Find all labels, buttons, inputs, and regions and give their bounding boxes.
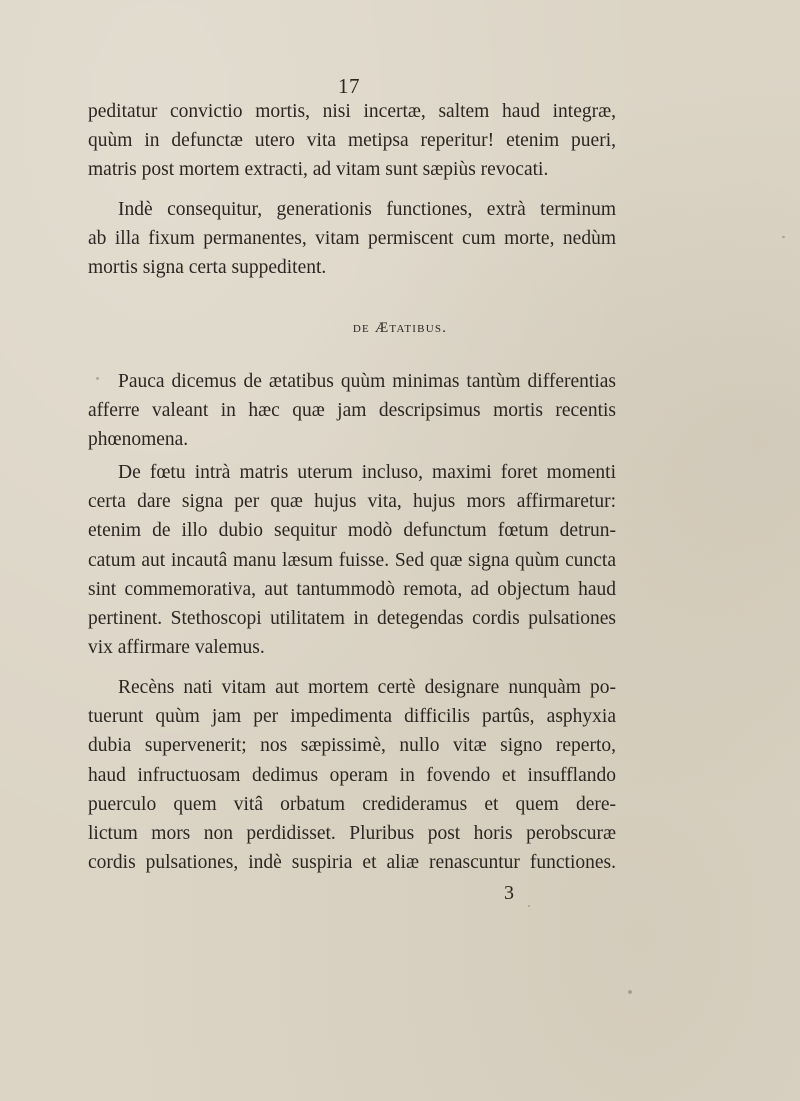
- text-line: Pauca dicemus de ætatibus quùm minimas tantùm differentias: [118, 371, 616, 392]
- text-line: lictum mors non perdidisset. Pluribus post horis perobscuræ: [88, 822, 616, 844]
- text-line: etenim de illo dubio sequitur modò defunctum fœtum detrun-: [88, 520, 616, 542]
- text-line: cordis pulsationes, indè suspiria et aliæ renascuntur functiones.: [88, 852, 616, 874]
- text-line: De fœtu intrà matris uterum incluso, maximi foret momenti: [118, 462, 616, 483]
- text-line: Indè consequitur, generationis functiones, extrà terminum: [118, 199, 616, 220]
- text-line: ab illa fixum permanentes, vitam permiscent cum morte, nedùm: [88, 228, 616, 250]
- paragraph-2: [88, 195, 616, 283]
- paper-speck: [528, 905, 530, 907]
- page-number: 17: [338, 74, 360, 98]
- text-line: dubia supervenerit; nos sæpissimè, nullo vitæ signo reperto,: [88, 735, 616, 757]
- text-line: quùm in defunctæ utero vita metipsa reperitur! etenim pueri,: [88, 130, 616, 152]
- text-line: pertinent. Stethoscopi utilitatem in detegendas cordis pulsationes: [88, 607, 616, 629]
- paper-speck: [628, 990, 632, 994]
- text-line: haud infructuosam dedimus operam in fovendo et insufflando: [88, 764, 616, 786]
- text-line: tuerunt quùm jam per impedimenta difficilis partûs, asphyxia: [88, 706, 616, 728]
- paragraph-3: [88, 367, 616, 455]
- text-line: sint commemorativa, aut tantummodò remota, ad objectum haud: [88, 578, 616, 600]
- text-line: peditatur convictio mortis, nisi incertæ, saltem haud integræ,: [88, 101, 616, 122]
- paragraph-4: [88, 458, 616, 662]
- text-line: Recèns nati vitam aut mortem certè designare nunquàm po-: [118, 677, 616, 698]
- signature-mark: 3: [504, 882, 514, 904]
- text-line: phœnomena.: [88, 429, 189, 451]
- text-line: puerculo quem vitâ orbatum credideramus et quem dere-: [88, 793, 616, 815]
- section-heading: de Ætatibus.: [352, 320, 448, 336]
- text-line: certa dare signa per quæ hujus vita, hujus mors affirmaretur:: [88, 491, 616, 513]
- paragraph-1: [88, 97, 616, 185]
- paper-speck: [782, 236, 785, 238]
- text-line: mortis signa certa suppeditent.: [88, 257, 327, 279]
- text-line: afferre valeant in hæc quæ jam descripsimus mortis recentis: [88, 400, 616, 422]
- text-line: vix affirmare valemus.: [88, 637, 265, 659]
- paragraph-5: [88, 673, 616, 877]
- text-line: catum aut incautâ manu læsum fuisse. Sed quæ signa quùm cuncta: [88, 549, 616, 571]
- text-line: matris post mortem extracti, ad vitam sunt sæpiùs revocati.: [88, 159, 549, 181]
